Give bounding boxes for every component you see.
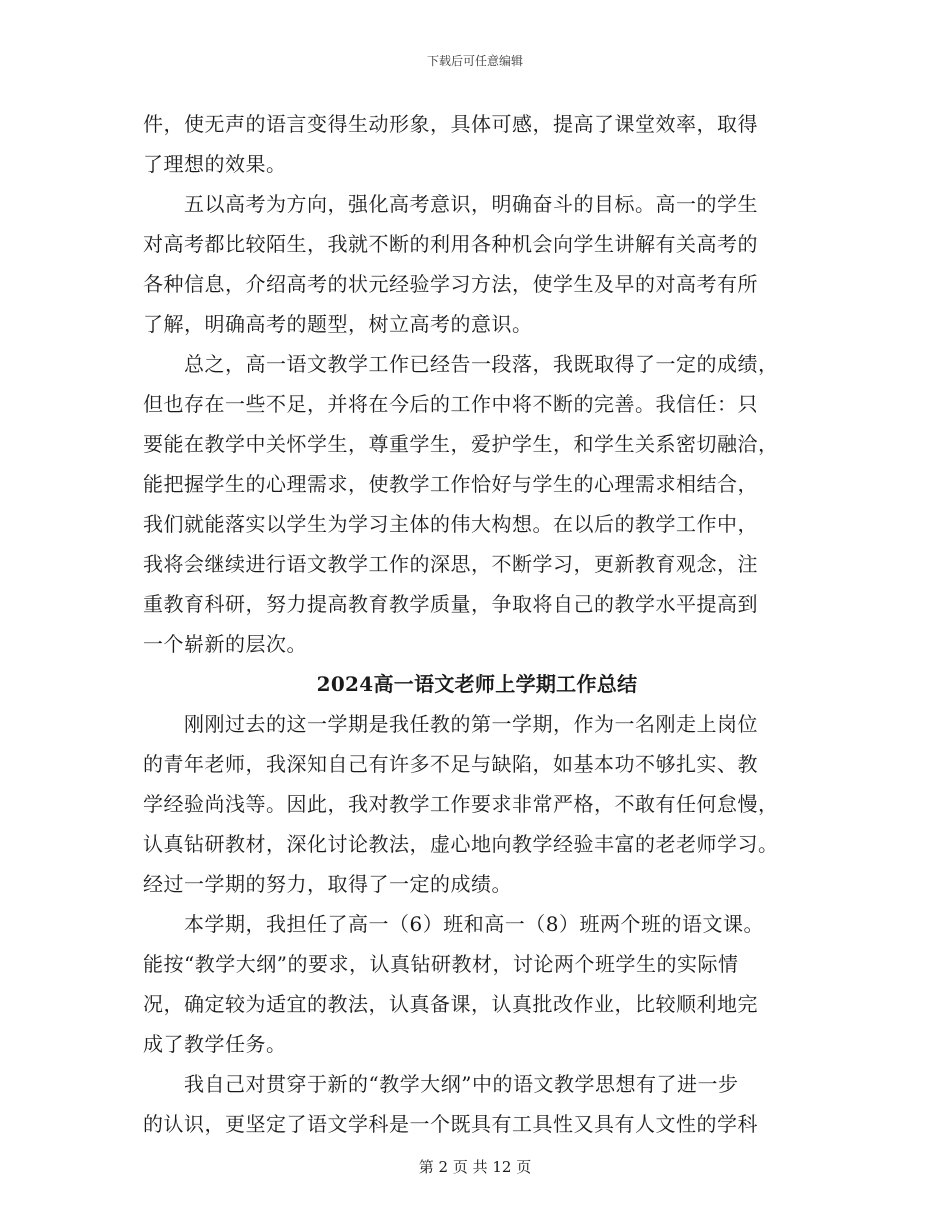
text-line: 对高考都比较陌生，我就不断的利用各种机会向学生讲解有关高考的 (143, 232, 758, 256)
text-line: 重教育科研，努力提高教育教学质量，争取将自己的教学水平提高到 (143, 592, 758, 616)
text-line: 要能在教学中关怀学生，尊重学生，爱护学生，和学生关系密切融洽， (143, 432, 779, 456)
text-line: 件，使无声的语言变得生动形象，具体可感，提高了课堂效率，取得 (143, 112, 758, 136)
text-line: 一个崭新的层次。 (143, 632, 307, 656)
text-line: 的认识，更坚定了语文学科是一个既具有工具性又具有人文性的学科 (143, 1112, 758, 1136)
document-body (143, 104, 811, 1144)
text-line: 了解，明确高考的题型，树立高考的意识。 (143, 312, 533, 336)
text-line: 的青年老师，我深知自己有许多不足与缺陷，如基本功不够扎实、教 (143, 752, 758, 776)
text-line: 学经验尚浅等。因此，我对教学工作要求非常严格，不敢有任何怠慢， (143, 792, 779, 816)
page-header: 下载后可任意编辑 (426, 54, 523, 68)
text-line: 各种信息，介绍高考的状元经验学习方法，使学生及早的对高考有所 (143, 272, 758, 296)
text-line: 总之，高一语文教学工作已经告一段落，我既取得了一定的成绩， (143, 352, 779, 376)
text-line: 况，确定较为适宜的教法，认真备课，认真批改作业，比较顺利地完 (143, 992, 758, 1016)
page-number-footer: 第 2 页 共 12 页 (418, 1158, 532, 1176)
text-line: 五以高考为方向，强化高考意识，明确奋斗的目标。高一的学生 (143, 192, 758, 216)
text-line: 本学期，我担任了高一（6）班和高一（8）班两个班的语文课。 (143, 912, 764, 936)
text-line: 成了教学任务。 (143, 1032, 287, 1056)
text-line: 了理想的效果。 (143, 152, 287, 176)
text-line: 能按“教学大纲”的要求，认真钻研教材，讨论两个班学生的实际情 (143, 952, 739, 976)
text-line: 经过一学期的努力，取得了一定的成绩。 (143, 872, 512, 896)
text-line: 刚刚过去的这一学期是我任教的第一学期，作为一名刚走上岗位 (143, 712, 758, 736)
section-title: 2024高一语文老师上学期工作总结 (316, 672, 638, 696)
text-line: 但也存在一些不足，并将在今后的工作中将不断的完善。我信任：只 (143, 392, 758, 416)
text-line: 认真钻研教材，深化讨论教法，虚心地向教学经验丰富的老老师学习。 (143, 832, 779, 856)
text-line: 能把握学生的心理需求，使教学工作恰好与学生的心理需求相结合， (143, 472, 758, 496)
text-line: 我自己对贯穿于新的“教学大纲”中的语文教学思想有了进一步 (143, 1072, 739, 1096)
text-line: 我将会继续进行语文教学工作的深思，不断学习，更新教育观念，注 (143, 552, 758, 576)
text-line: 我们就能落实以学生为学习主体的伟大构想。在以后的教学工作中， (143, 512, 758, 536)
